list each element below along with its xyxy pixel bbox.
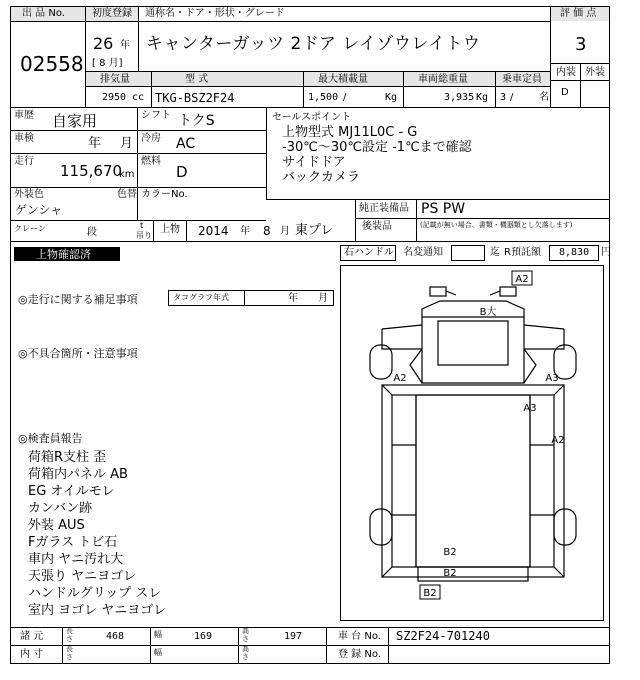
crane-ton: t <box>140 221 144 230</box>
color-label: 外装色 <box>14 189 44 200</box>
report-line: Fガラス トビ石 <box>28 535 118 550</box>
sales-points-list <box>282 126 602 186</box>
displacement-label: 排気量 <box>100 74 130 85</box>
sales-point-line: -30℃～30℃設定 -1℃まで確認 <box>282 140 472 155</box>
report-line: カンバン跡 <box>28 501 93 516</box>
driving-notes-label: ◎走行に関する補足事項 <box>18 293 138 306</box>
aircon-value: AC <box>176 136 196 152</box>
damage-mark: B2 <box>443 568 457 579</box>
grade-label: 評 価 点 <box>560 8 597 19</box>
shift-value: トクS <box>178 113 215 129</box>
lot-no-label: 出 品 No. <box>22 8 65 19</box>
first-registration-month: [ 8 月] <box>92 58 123 69</box>
grade-value: 3 <box>575 34 587 55</box>
body-confirmed-text: 上物確認済 <box>36 248 91 261</box>
interior-width-label: 幅 <box>154 648 162 657</box>
capacity-label: 乗車定員 <box>502 74 542 85</box>
truck-body-diagram <box>340 265 604 621</box>
fuel-value: D <box>176 163 188 181</box>
displacement-value: 2950 <box>102 92 127 103</box>
report-line: 荷箱内パネル AB <box>28 467 128 482</box>
height-value: 197 <box>284 631 303 642</box>
aftermarket-note: (記載が無い場合、書類・機器類とし欠落します) <box>420 221 573 229</box>
exterior-label: 外装 <box>585 67 605 78</box>
damage-mark: A2 <box>551 435 565 446</box>
report-line: 室内 ヨゴレ ヤニヨゴレ <box>28 603 167 618</box>
name-change-label: 名変通知 <box>403 247 443 258</box>
interior-length-label: 長さ <box>66 645 73 661</box>
gross-weight-value: 3,935 <box>444 92 475 103</box>
sales-point-line: 上物型式 MJ11L0C - G <box>282 125 418 140</box>
body-year: 2014 <box>198 224 229 238</box>
usage-value: 自家用 <box>52 112 98 130</box>
damage-mark: A2 <box>393 373 407 384</box>
gross-weight-unit: Kg <box>476 92 489 103</box>
tachograph-year: 年 <box>288 293 298 304</box>
fuel-label: 燃料 <box>141 156 161 167</box>
first-registration-label: 初度登録 <box>92 8 132 19</box>
capacity-unit: 名 <box>539 92 549 103</box>
name-change-box <box>451 245 485 261</box>
vehicle-name: キャンターガッツ 2ドア レイゾウレイトウ <box>146 34 481 54</box>
interior-grade: D <box>561 87 569 98</box>
slash: / <box>510 92 514 103</box>
report-line: 天張り ヤニヨゴレ <box>28 569 137 584</box>
sales-points-label: セールスポイント <box>272 112 352 123</box>
max-load-value: 1,500 <box>308 92 339 103</box>
damage-mark: B2 <box>443 547 457 558</box>
report-line: 外装 AUS <box>28 518 85 533</box>
report-line: 荷箱R支柱 歪 <box>28 450 107 465</box>
max-load-unit: Kg <box>385 92 398 103</box>
displacement-unit: cc <box>132 92 145 103</box>
capacity-value: 3 <box>500 92 507 103</box>
report-line: ハンドルグリップ スレ <box>28 586 162 601</box>
usage-label: 車歴 <box>14 110 34 121</box>
damage-mark: B2 <box>423 588 437 599</box>
color-change-label: 色替 <box>117 189 137 200</box>
shaken-year: 年 <box>88 136 102 151</box>
model-label: 型 式 <box>185 74 209 85</box>
mileage-label: 走行 <box>14 156 34 167</box>
equipment-value: PS PW <box>421 201 466 217</box>
length-value: 468 <box>106 631 125 642</box>
registration-no-label: 登 録 No. <box>338 649 381 660</box>
sales-point-line: バックカメラ <box>282 170 361 185</box>
slash: / <box>343 92 347 103</box>
recycle-value: 8,830 <box>559 247 590 258</box>
equipment-label: 純正装備品 <box>359 203 409 214</box>
width-label: 幅 <box>154 630 162 639</box>
inspector-report-label: ◎検査員報告 <box>18 432 83 445</box>
vehicle-name-label: 通称名・ドア・形状・グレード <box>145 8 285 19</box>
sales-point-line: サイドドア <box>282 155 346 170</box>
right-hand-drive: 右ハンドル <box>344 247 394 258</box>
report-line: 車内 ヤニ汚れ大 <box>28 552 124 567</box>
shaken-label: 車検 <box>14 133 34 144</box>
model-code: TKG-BSZ2F24 <box>155 91 235 105</box>
body-year-unit: 年 <box>240 226 250 237</box>
recycle-label: R預託額 <box>504 247 541 258</box>
until-label: 迄 <box>490 247 500 258</box>
tachograph-month: 月 <box>318 293 328 304</box>
shaken-month: 月 <box>120 136 134 151</box>
damage-mark: A3 <box>523 403 537 414</box>
interior-dims-label: 内 寸 <box>20 649 44 660</box>
damage-mark: A2 <box>515 274 529 285</box>
width-value: 169 <box>194 631 213 642</box>
inspector-report-list <box>28 446 166 616</box>
height-label: 高さ <box>242 627 249 643</box>
damage-mark: A3 <box>545 373 559 384</box>
body-label: 上物 <box>160 224 180 235</box>
body-maker: 東プレ <box>295 223 334 238</box>
crane-stage: 段 <box>87 227 97 238</box>
mileage-value: 115,670 <box>60 162 123 180</box>
max-load-label: 最大積載量 <box>318 74 368 85</box>
chassis-label: 車 台 No. <box>338 631 381 642</box>
year-unit: 年 <box>120 40 130 51</box>
aftermarket-label: 後装品 <box>362 221 392 232</box>
gross-weight-label: 車両総重量 <box>418 74 468 85</box>
specs-label: 諸 元 <box>20 631 44 642</box>
color-value: ゲンシャ <box>15 203 63 217</box>
mileage-unit: km <box>119 169 135 180</box>
crane-label: クレーン <box>14 224 46 233</box>
shift-label: シフト <box>141 110 171 121</box>
color-code-label: カラーNo. <box>141 189 188 200</box>
defects-label: ◎不具合箇所・注意事項 <box>18 347 138 360</box>
crane-lift: 吊り <box>136 231 152 240</box>
chassis-number: SZ2F24-701240 <box>396 629 490 643</box>
tachograph-label: タコグラフ年式 <box>173 293 229 302</box>
interior-label: 内装 <box>556 67 576 78</box>
interior-height-label: 高さ <box>242 645 249 661</box>
recycle-unit: 円 <box>601 247 611 258</box>
report-line: EG オイルモレ <box>28 484 115 499</box>
body-month: 8 <box>263 224 271 238</box>
body-month-unit: 月 <box>280 226 290 237</box>
length-label: 長さ <box>66 627 73 643</box>
damage-mark: B大 <box>479 307 497 318</box>
first-registration-year: 26 <box>93 34 114 53</box>
lot-number: 02558 <box>20 52 84 76</box>
aircon-label: 冷房 <box>141 133 161 144</box>
